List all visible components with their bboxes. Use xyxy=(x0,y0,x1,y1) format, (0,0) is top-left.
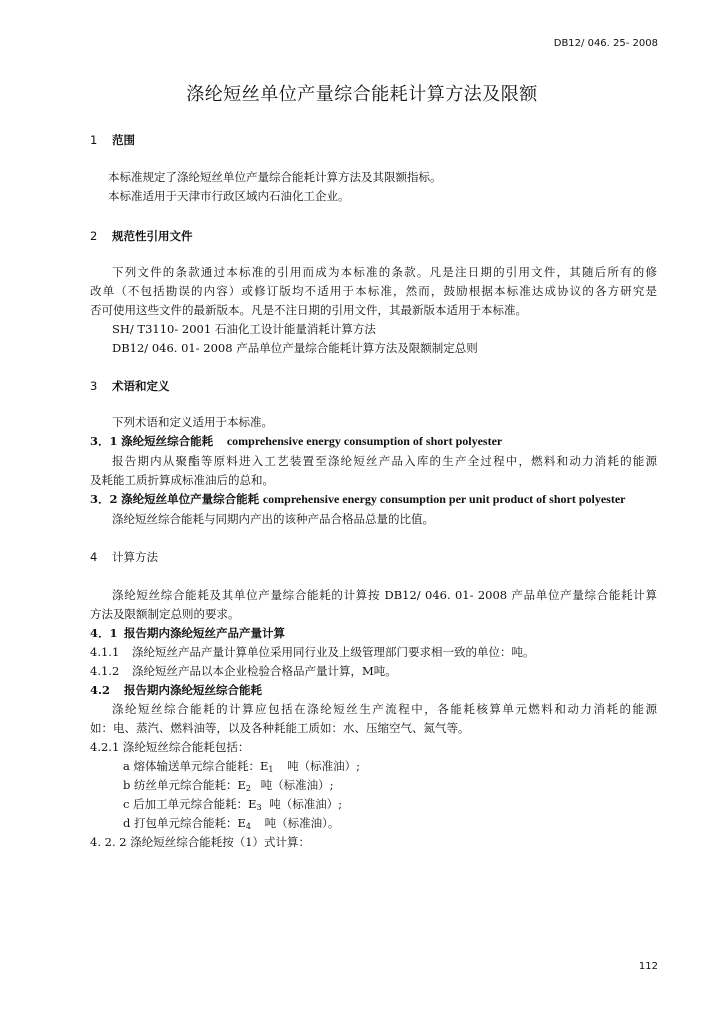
paragraph-line: 及耗能工质折算成标准油后的总和。 xyxy=(90,473,274,487)
section-3-heading xyxy=(90,378,170,394)
page-title: 涤纶短丝单位产量综合能耗计算方法及限额 xyxy=(186,84,538,105)
section-2-heading xyxy=(90,228,193,244)
item-subscript: 3 xyxy=(256,803,262,812)
section-number: 4 xyxy=(90,550,98,564)
subsection-title: 报告期内涤纶短丝产品产量计算 xyxy=(124,626,285,640)
subsection-number: 4.1.2 xyxy=(90,664,120,678)
paragraph-line: 下列文件的条款通过本标准的引用而成为本标准的条款。凡是注日期的引用文件，其随后所有的修 xyxy=(112,265,657,279)
subsection-text: 涤纶短丝产品以本企业检验合格品产量计算，M吨。 xyxy=(132,664,397,678)
subsection-4-2-1: 4.2.1 涤纶短丝综合能耗包括： xyxy=(90,740,250,754)
section-1-heading xyxy=(90,132,135,148)
paragraph-line: 如：电、蒸汽、燃料油等，以及各种耗能工质如：水、压缩空气、氮气等。 xyxy=(90,721,470,735)
section-title: 范围 xyxy=(112,133,135,147)
term-number: 3．2 xyxy=(90,492,118,506)
subsection-number: 4.1.1 xyxy=(90,645,120,659)
term-3-2 xyxy=(90,490,626,509)
subsection-4-1-2 xyxy=(90,662,397,681)
item-unit: 吨（标准油）; xyxy=(260,778,334,792)
reference-item: DB12/ 046. 01- 2008 产品单位产量综合能耗计算方法及限额制定总则 xyxy=(112,341,478,355)
section-4-heading xyxy=(90,549,158,565)
subsection-number: 4.2 xyxy=(90,683,111,697)
subsection-title: 报告期内涤纶短丝综合能耗 xyxy=(124,683,262,697)
subsection-4-2-2: 4. 2. 2 涤纶短丝综合能耗按（1）式计算： xyxy=(90,835,311,849)
doc-code-header: DB12/ 046. 25- 2008 xyxy=(553,38,658,49)
paragraph-line: 改单（不包括勘误的内容）或修订版均不适用于本标准，然而，鼓励根据本标准达成协议的各方研究是 xyxy=(90,284,657,298)
term-cn: 涤纶短丝综合能耗 xyxy=(121,434,214,448)
item-text: b 纺丝单元综合能耗：E xyxy=(123,778,246,792)
paragraph-line: 涤纶短丝综合能耗及其单位产量综合能耗的计算按 DB12/ 046. 01- 2008 产品单位产量综合能耗计算 xyxy=(112,588,657,602)
subsection-number: 4．1 xyxy=(90,626,118,640)
term-number: 3．1 xyxy=(90,434,118,448)
term-3-1 xyxy=(90,432,502,451)
paragraph: 下列术语和定义适用于本标准。 xyxy=(112,415,273,429)
item-unit: 吨（标准油）。 xyxy=(264,816,340,830)
section-title: 规范性引用文件 xyxy=(112,229,193,243)
paragraph-line: 报告期内从聚酯等原料进入工艺装置至涤纶短丝产品入库的生产全过程中，燃料和动力消耗的能源 xyxy=(112,454,657,468)
paragraph-line: 涤纶短丝综合能耗与同期内产出的该种产品合格品总量的比值。 xyxy=(112,512,434,526)
subsection-text: 涤纶短丝产品产量计算单位采用同行业及上级管理部门要求相一致的单位：吨。 xyxy=(132,645,535,659)
subsection-4-1 xyxy=(90,624,285,643)
item-text: a 熔体输送单元综合能耗：E xyxy=(123,759,269,773)
subsection-4-1-1 xyxy=(90,643,535,662)
paragraph-line: 否可使用这些文件的最新版本。凡是不注日期的引用文件，其最新版本适用于本标准。 xyxy=(90,303,527,317)
term-cn: 涤纶短丝单位产量综合能耗 xyxy=(121,492,260,506)
paragraph-line: 方法及限额制定总则的要求。 xyxy=(90,607,240,621)
item-subscript: 4 xyxy=(245,822,252,831)
section-number: 3 xyxy=(90,379,98,393)
reference-item: SH/ T3110- 2001 石油化工设计能量消耗计算方法 xyxy=(112,322,376,336)
item-unit: 吨（标准油）; xyxy=(269,797,343,811)
section-number: 1 xyxy=(90,133,98,147)
section-title: 术语和定义 xyxy=(112,379,170,393)
item-text: d 打包单元综合能耗：E xyxy=(123,816,246,830)
term-en: comprehensive energy consumption per unit product of short polyester xyxy=(262,492,626,506)
paragraph: 本标准适用于天津市行政区域内石油化工企业。 xyxy=(108,189,350,203)
item-text: c 后加工单元综合能耗：E xyxy=(123,797,257,811)
section-number: 2 xyxy=(90,229,98,243)
item-subscript: 2 xyxy=(245,784,252,793)
paragraph: 本标准规定了涤纶短丝单位产量综合能耗计算方法及其限额指标。 xyxy=(108,170,442,184)
section-title: 计算方法 xyxy=(112,550,158,564)
subsection-4-2 xyxy=(90,681,262,700)
paragraph-line: 涤纶短丝综合能耗的计算应包括在涤纶短丝生产流程中，各能耗核算单元燃料和动力消耗的能源 xyxy=(112,702,657,716)
item-unit: 吨（标准油）; xyxy=(287,759,361,773)
page-number: 112 xyxy=(638,961,658,972)
term-en: comprehensive energy consumption of short polyester xyxy=(226,434,503,448)
item-subscript: 1 xyxy=(268,765,274,774)
